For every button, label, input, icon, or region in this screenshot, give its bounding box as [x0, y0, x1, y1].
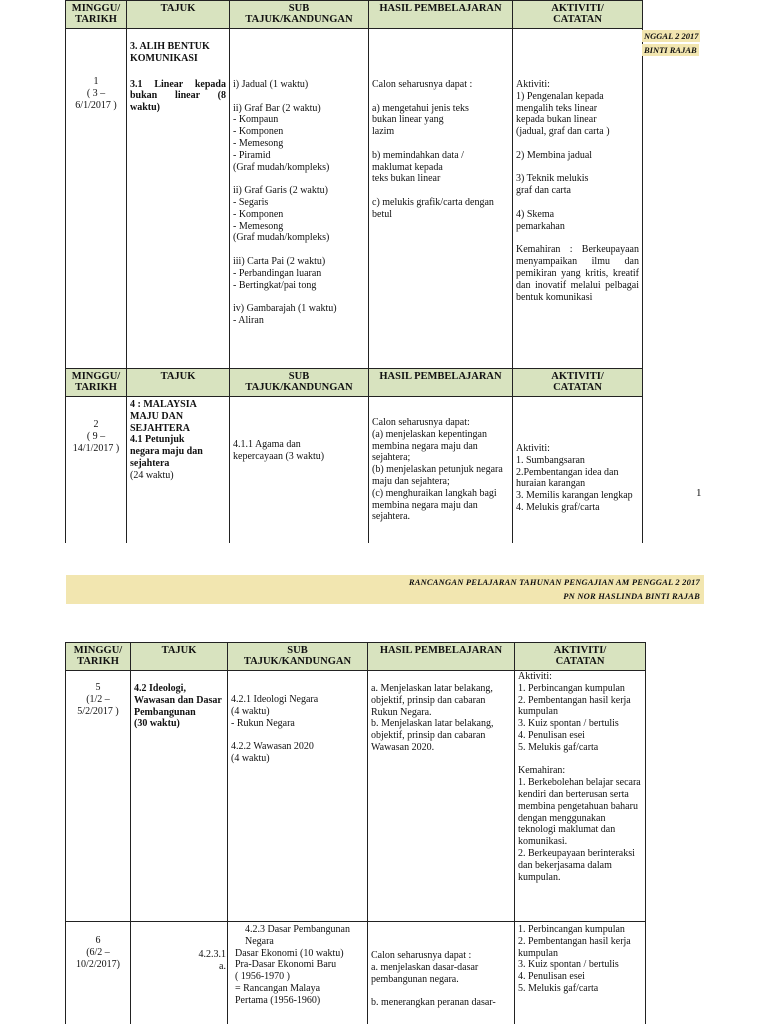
table-row [66, 29, 643, 369]
week-cell: 6 (6/2 – 10/2/2017) [66, 922, 131, 1024]
page-number: 1 [696, 487, 702, 499]
side-header-line1: NGGAL 2 2017 [644, 31, 699, 41]
subtopic-cell [198, 922, 368, 1024]
table-header-row [66, 643, 646, 671]
lesson-plan-table-page1 [65, 0, 643, 547]
subtopic-cell: i) Jadual (1 waktu) ii) Graf Bar (2 waktu) - Kompaun - Komponen - Memesong - Piramid (Graf mudah/kompleks) ii) Graf Garis (2 waktu) - Segaris - Komponen - Memesong (Graf mudah/kompleks) iii) Carta Pai (2 waktu) - Perbandingan luaran - Bertingkat/pai tong iv) Gambarajah (1 waktu) - Aliran [230, 29, 369, 369]
subtopic-number: 4.2.3.1 a. [198, 949, 226, 972]
activity-cell: Aktiviti: 1. Perbincangan kumpulan 2. Pembentangan hasil kerja kumpulan 3. Kuiz spontan / bertulis 4. Penulisan esei 5. Melukis gaf/carta Kemahiran: 1. Berkebolehan belajar secara kendiri dan berterusan serta membina pengetahuan baharu dengan menggunakan teknologi maklumat dan komunikasi. 2. Berkeupayaan berinteraksi dan bekerjasama dalam kumpulan. [515, 671, 646, 922]
header-hasil: HASIL PEMBELAJARAN [369, 369, 513, 397]
week-cell: 2 ( 9 – 14/1/2017 ) [66, 397, 127, 547]
activity-cell [513, 29, 643, 369]
header-sub-tajuk: SUB TAJUK/KANDUNGAN [230, 369, 369, 397]
header-sub-tajuk: SUB TAJUK/KANDUNGAN [228, 643, 368, 671]
header-tajuk: TAJUK [127, 369, 230, 397]
table-row [66, 922, 646, 1024]
footer-title: RANCANGAN PELAJARAN TAHUNAN PENGAJIAN AM PENGGAL 2 2017 [408, 577, 700, 587]
subtopic-cell: 4.2.1 Ideologi Negara (4 waktu) - Rukun Negara 4.2.2 Wawasan 2020 (4 waktu) [228, 671, 368, 922]
subtopic-heading: 4.2.3 Dasar Pembangunan Negara [245, 924, 350, 947]
side-header-line2: BINTI RAJAB [644, 45, 697, 55]
header-minggu: MINGGU/ TARIKH [66, 369, 127, 397]
topic-cell [127, 397, 230, 547]
header-aktiviti: AKTIVITI/ CATATAN [513, 369, 643, 397]
table-row [66, 397, 643, 547]
table-row [66, 671, 646, 922]
activity-cell: 1. Perbincangan kumpulan 2. Pembentangan hasil kerja kumpulan 3. Kuiz spontan / bertulis 4. Penulisan esei 5. Melukis gaf/carta [515, 922, 646, 1024]
topic-title: 4 : MALAYSIA MAJU DAN SEJAHTERA 4.1 Petunjuk negara maju dan sejahtera [130, 399, 203, 470]
topic-subtitle: 3.1 Linear kepada bukan linear (8 waktu) [130, 78, 226, 114]
topic-cell: 4.2 Ideologi, Wawasan dan Dasar Pembangunan (30 waktu) [131, 671, 228, 922]
header-minggu: MINGGU/ TARIKH [66, 643, 131, 671]
subtopic-cell: 4.1.1 Agama dan kepercayaan (3 waktu) [230, 397, 369, 547]
topic-note: (24 waktu) [130, 469, 174, 481]
header-tajuk: TAJUK [131, 643, 228, 671]
table-header-row [66, 369, 643, 397]
page-break-gap [0, 543, 768, 575]
outcome-cell: Calon seharusnya dapat : a) mengetahui jenis teks bukan linear yang lazim b) memindahkan data / maklumat kepada teks bukan linear c) melukis grafik/carta dengan betul [369, 29, 513, 369]
header-tajuk: TAJUK [127, 1, 230, 29]
header-aktiviti: AKTIVITI/ CATATAN [513, 1, 643, 29]
header-minggu: MINGGU/ TARIKH [66, 1, 127, 29]
footer-author: PN NOR HASLINDA BINTI RAJAB [563, 591, 700, 601]
week-cell: 1 ( 3 – 6/1/2017 ) [66, 29, 127, 369]
subtopic-body: Dasar Ekonomi (10 waktu) Pra-Dasar Ekonomi Baru ( 1956-1970 ) = Rancangan Malaya Pertama (1956-1960) [235, 947, 344, 1006]
header-hasil: HASIL PEMBELAJARAN [368, 643, 515, 671]
outcome-cell: Calon seharusnya dapat : a. menjelaskan dasar-dasar pembangunan negara. b. menerangkan peranan dasar- [368, 922, 515, 1024]
topic-cell [127, 29, 230, 369]
table-header-row [66, 1, 643, 29]
topic-cell [131, 922, 228, 1024]
activity-cell: Aktiviti: 1. Sumbangsaran 2.Pembentangan idea dan huraian karangan 3. Memilis karangan lengkap 4. Melukis graf/carta [513, 397, 643, 547]
header-sub-tajuk: SUB TAJUK/KANDUNGAN [230, 1, 369, 29]
activity-list: Aktiviti: 1) Pengenalan kepada mengalih teks linear kepada bukan linear (jadual, graf dan carta ) 2) Membina jadual 3) Teknik melukis graf dan carta 4) Skema pemarkahan [516, 79, 610, 232]
topic-title: 3. ALIH BENTUK KOMUNIKASI [130, 41, 210, 64]
skills-note: Kemahiran : Berkeupayaan menyampaikan ilmu dan pemikiran yang kritis, kreatif dan inovatif melalui pelbagai bentuk komunikasi [516, 244, 639, 303]
week-cell: 5 (1/2 – 5/2/2017 ) [66, 671, 131, 922]
header-aktiviti: AKTIVITI/ CATATAN [515, 643, 646, 671]
lesson-plan-table-page2 [65, 642, 646, 1024]
outcome-cell [369, 397, 513, 547]
page-footer-band [66, 575, 704, 604]
header-hasil: HASIL PEMBELAJARAN [369, 1, 513, 29]
outcome-text: Calon seharusnya dapat: (a) menjelaskan kepentingan membina negara maju dan sejahtera; (b) menjelaskan petunjuk negara maju dan sejahtera; (c) menghuraikan langkah bagi membina negara maju dan sejahtera. [372, 417, 503, 523]
outcome-cell: a. Menjelaskan latar belakang, objektif, prinsip dan cabaran Rukun Negara. b. Menjelaskan latar belakang, objektif, prinsip dan cabaran Wawasan 2020. [368, 671, 515, 922]
